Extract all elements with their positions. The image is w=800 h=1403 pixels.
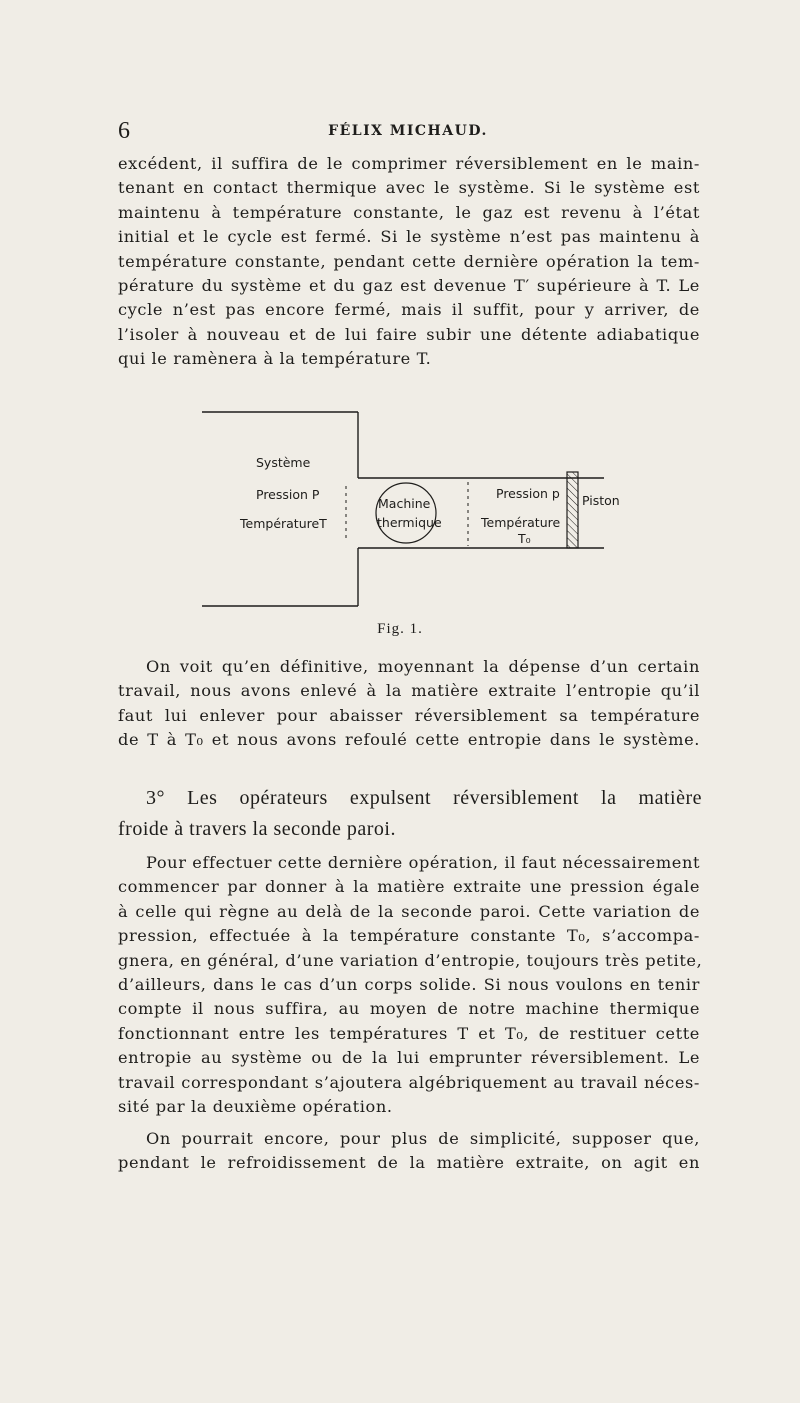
running-head: FÉLIX MICHAUD. — [328, 123, 488, 139]
text-line: travail, nous avons enlevé à la matière extraite l’entropie qu’il — [118, 681, 700, 701]
text-line: tenant en contact thermique avec le système. Si le système est — [118, 178, 700, 198]
text-line: pression, effectuée à la température constante T₀, s’accompa- — [118, 926, 700, 946]
text-line: Pour effectuer cette dernière opération, il faut nécessairement — [146, 853, 701, 872]
figure-caption: Fig. 1. — [377, 621, 423, 637]
system-pressure-label: Pression P — [256, 487, 320, 502]
paragraph-4 — [118, 1127, 700, 1176]
text-line: commencer par donner à la matière extraite une pression égale — [118, 877, 700, 897]
section-heading — [118, 783, 702, 845]
text-line: de T à T₀ et nous avons refoulé cette entropie dans le système. — [118, 730, 700, 750]
text-line: On pourrait encore, pour plus de simplicité, supposer que, — [146, 1129, 700, 1148]
gas-pressure-label: Pression p — [496, 486, 560, 501]
text-line: cycle n’est pas encore fermé, mais il suffit, pour y arriver, de — [118, 300, 700, 320]
system-temperature-label: TempératureT — [240, 516, 327, 531]
page-number: 6 — [118, 118, 130, 144]
piston-hatched — [567, 472, 578, 548]
text-line: à celle qui règne au delà de la seconde paroi. Cette variation de — [118, 901, 700, 921]
text-line: faut lui enlever pour abaisser réversiblement sa température — [118, 705, 700, 725]
machine-label-line1: Machine — [378, 496, 431, 511]
thermal-machine-circle — [376, 483, 436, 543]
text-line: fonctionnant entre les températures T et T₀, de restituer cette — [118, 1023, 700, 1043]
text-line: maintenu à température constante, le gaz est revenu à l’état — [118, 202, 700, 222]
paragraph-2 — [118, 655, 700, 753]
text-line: initial et le cycle est fermé. Si le système n’est pas maintenu à — [118, 227, 700, 247]
text-line: excédent, il suffira de le comprimer réversiblement en le main- — [118, 154, 700, 173]
text-line: sité par la deuxième opération. — [118, 1096, 393, 1116]
text-line: qui le ramènera à la température T. — [118, 349, 432, 369]
section-heading-line: 3° Les opérateurs expulsent réversiblement la matière — [146, 787, 702, 809]
text-line: gnera, en général, d’une variation d’entropie, toujours très petite, — [118, 950, 703, 970]
text-line: entropie au système ou de la lui emprunter réversiblement. Le — [118, 1048, 700, 1068]
gas-temperature-sub: T₀ — [518, 531, 531, 546]
text-line: pendant le refroidissement de la matière extraite, on agit en — [118, 1153, 700, 1173]
page-header — [118, 118, 698, 144]
gas-temperature-label: Température — [481, 515, 561, 530]
paragraph-1 — [118, 152, 700, 372]
paragraph-3 — [118, 851, 703, 1119]
piston-label: Piston — [582, 493, 620, 508]
figure-1-diagram — [200, 390, 620, 615]
section-heading-line: froide à travers la seconde paroi. — [118, 818, 396, 840]
text-line: température constante, pendant cette dernière opération la tem- — [118, 251, 700, 271]
text-line: On voit qu’en définitive, moyennant la dépense d’un certain — [146, 657, 700, 676]
machine-label-line2: thermique — [377, 515, 442, 530]
text-line: compte il nous suffira, au moyen de notre machine thermique — [118, 999, 700, 1019]
system-label: Système — [256, 455, 311, 470]
text-line: travail correspondant s’ajoutera algébriquement au travail néces- — [118, 1072, 700, 1092]
text-line: l’isoler à nouveau et de lui faire subir une détente adiabatique — [118, 324, 700, 344]
text-line: pérature du système et du gaz est devenue T′ supérieure à T. Le — [118, 275, 700, 295]
text-line: d’ailleurs, dans le cas d’un corps solide. Si nous voulons en tenir — [118, 974, 700, 994]
